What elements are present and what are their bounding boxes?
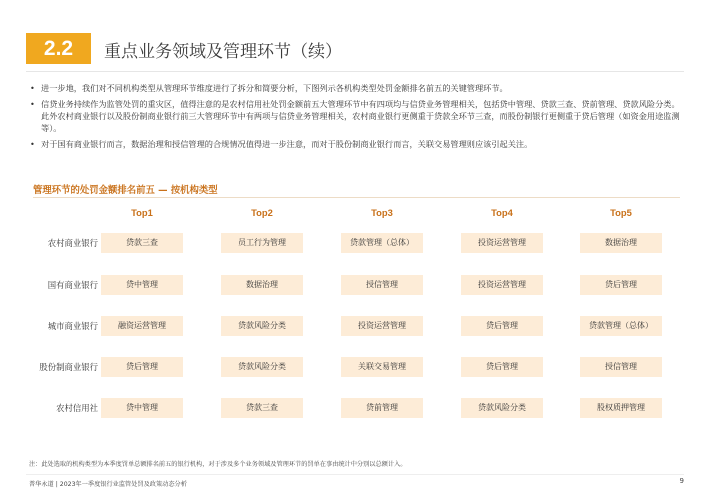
table-title-divider — [33, 197, 680, 198]
table-cell: 投资运营管理 — [461, 275, 543, 295]
table-cell: 贷款三查 — [101, 233, 183, 253]
table-cell: 关联交易管理 — [341, 357, 423, 377]
page-title: 重点业务领域及管理环节（续） — [104, 42, 342, 62]
table-cell: 融资运营管理 — [101, 316, 183, 336]
row-label: 农村信用社 — [56, 403, 98, 413]
bullet-item: • 信贷业务持续作为监管处罚的重灾区，值得注意的是农村信用社处罚金额前五大管理环节中有四项均与信贷业务管理相关，包括贷中管理、贷款三查、贷前管理、贷款风险分类。此外农村商业银行以及股份制商业银行前三大管理环节中有两项与信贷业务管理相关，农村商业银行更侧重于贷款全环节三查，而股份制银行更侧重于贷后管理（如资金用途监测等）。 — [30, 98, 686, 134]
table-cell: 投资运营管理 — [461, 233, 543, 253]
column-header: Top5 — [610, 207, 632, 218]
table-cell: 贷后管理 — [101, 357, 183, 377]
table-cell: 数据治理 — [580, 233, 662, 253]
column-header: Top2 — [251, 207, 273, 218]
table-cell: 贷款风险分类 — [461, 398, 543, 418]
table-cell: 贷款风险分类 — [221, 316, 303, 336]
table-cell: 贷款管理（总体） — [580, 316, 662, 336]
bullet-item: • 进一步地，我们对不同机构类型从管理环节维度进行了拆分和简要分析，下图列示各机构类型处罚金额排名前五的关键管理环节。 — [30, 82, 686, 94]
table-cell: 贷后管理 — [580, 275, 662, 295]
table-cell: 授信管理 — [341, 275, 423, 295]
footer-text: 普华永道 | 2023年一季度银行业监管处罚及政策动态分析 — [29, 481, 187, 488]
table-title: 管理环节的处罚金额排名前五 — 按机构类型 — [33, 185, 218, 196]
row-label: 股份制商业银行 — [39, 362, 98, 372]
table-cell: 股权质押管理 — [580, 398, 662, 418]
table-cell: 贷后管理 — [461, 316, 543, 336]
column-header: Top3 — [371, 207, 393, 218]
table-cell: 贷中管理 — [101, 398, 183, 418]
row-label: 农村商业银行 — [47, 238, 98, 248]
column-header: Top4 — [491, 207, 513, 218]
footer-divider — [26, 474, 684, 475]
table-cell: 数据治理 — [221, 275, 303, 295]
footnote: 注：此处选取的机构类型为本季度罚单总额排名前五的银行机构，对于涉及多个业务领域及管理环节的罚单在事由统计中分别以总额计入。 — [29, 461, 407, 468]
title-divider — [26, 71, 684, 72]
row-label: 国有商业银行 — [47, 280, 98, 290]
table-cell: 投资运营管理 — [341, 316, 423, 336]
page-number: 9 — [679, 477, 684, 485]
section-number-badge: 2.2 — [26, 33, 91, 64]
table-cell: 贷款管理（总体） — [341, 233, 423, 253]
table-cell: 员工行为管理 — [221, 233, 303, 253]
table-cell: 贷中管理 — [101, 275, 183, 295]
bullet-list — [30, 82, 686, 154]
table-cell: 贷款三查 — [221, 398, 303, 418]
table-cell: 授信管理 — [580, 357, 662, 377]
column-header: Top1 — [131, 207, 153, 218]
bullet-item: • 对于国有商业银行而言，数据治理和授信管理的合规情况值得进一步注意，而对于股份制商业银行而言，关联交易管理则应该引起关注。 — [30, 138, 686, 150]
table-cell: 贷前管理 — [341, 398, 423, 418]
table-cell: 贷后管理 — [461, 357, 543, 377]
row-label: 城市商业银行 — [47, 321, 98, 331]
table-cell: 贷款风险分类 — [221, 357, 303, 377]
